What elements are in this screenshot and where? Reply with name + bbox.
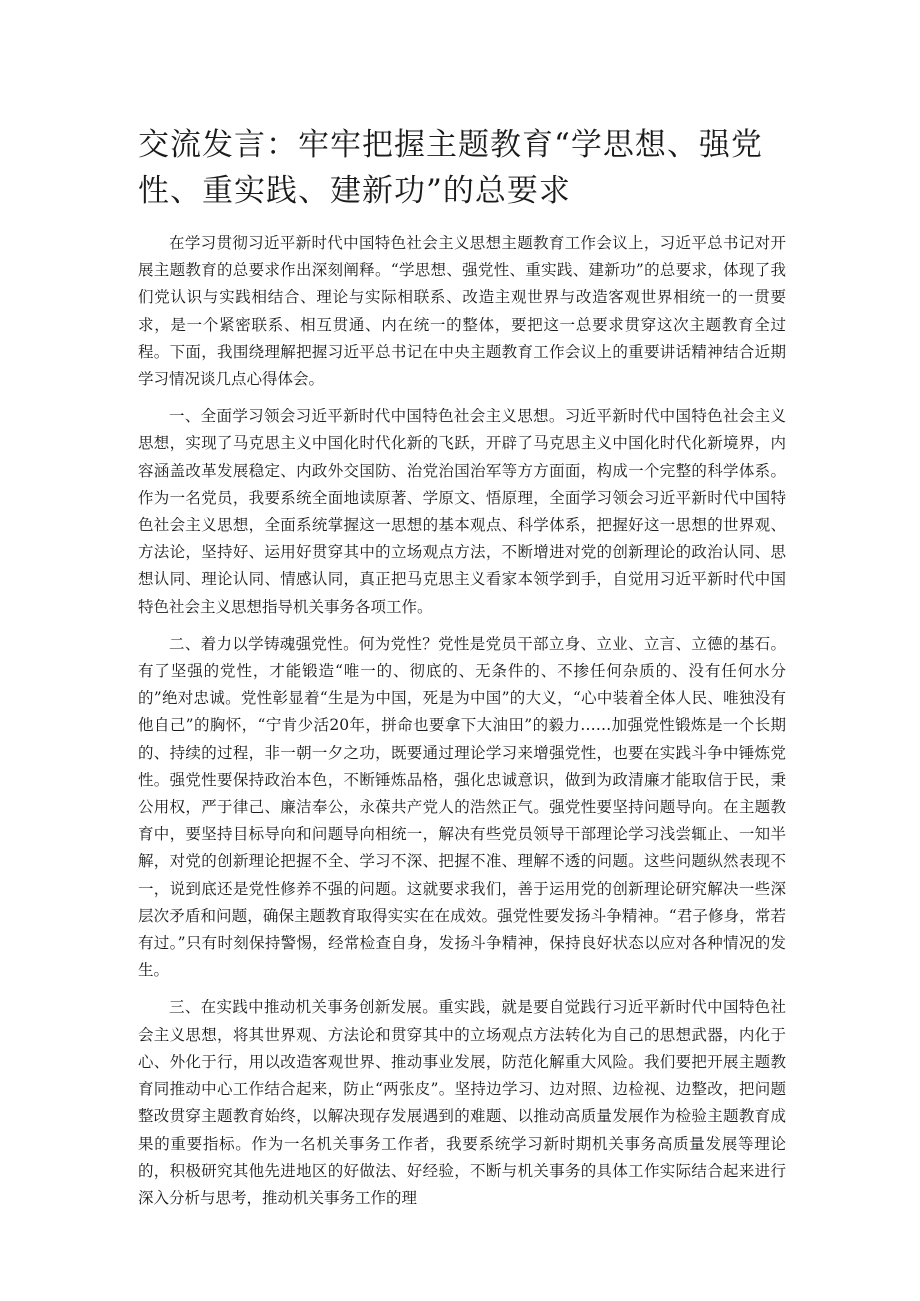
paragraph-section-3: 三、在实践中推动机关事务创新发展。重实践，就是要自觉践行习近平新时代中国特色社会主义思想，将其世界观、方法论和贯穿其中的立场观点方法转化为自己的思想武器，内化于心、外化于行，用以改造客观世界、推动事业发展，防范化解重大风险。我们要把开展主题教育同推动中心工作结合起来，防止“两张皮”。坚持边学习、边对照、边检视、边整改，把问题整改贯穿主题教育始终，以解决现存发展遇到的难题、以推动高质量发展作为检验主题教育成果的重要指标。作为一名机关事务工作者，我要系统学习新时期机关事务高质量发展等理论的，积极研究其他先进地区的好做法、好经验，不断与机关事务的具体工作实际结合起来进行深入分析与思考，推动机关事务工作的理 xyxy=(138,998,786,1207)
paragraph-intro: 在学习贯彻习近平新时代中国特色社会主义思想主题教育工作会议上，习近平总书记对开展主题教育的总要求作出深刻阐释。“学思想、强党性、重实践、建新功”的总要求，体现了我们党认识与实践相结合、理论与实际相联系、改造主观世界与改造客观世界相统一的一贯要求，是一个紧密联系、相互贯通、内在统一的整体，要把这一总要求贯穿这次主题教育全过程。下面，我围绕理解把握习近平总书记在中央主题教育工作会议上的重要讲话精神结合近期学习情况谈几点心得体会。 xyxy=(138,234,786,389)
paragraph-section-1: 一、全面学习领会习近平新时代中国特色社会主义思想。习近平新时代中国特色社会主义思想，实现了马克思主义中国化时代化新的飞跃，开辟了马克思主义中国化时代化新境界，内容涵盖改革发展稳定、内政外交国防、治党治国治军等方方面面，构成一个完整的科学体系。作为一名党员，我要系统全面地读原著、学原文、悟原理，全面学习领会习近平新时代中国特色社会主义思想，全面系统掌握这一思想的基本观点、科学体系，把握好这一思想的世界观、方法论，坚持好、运用好贯穿其中的立场观点方法，不断增进对党的创新理论的政治认同、思想认同、理论认同、情感认同，真正把马克思主义看家本领学到手，自觉用习近平新时代中国特色社会主义思想指导机关事务各项工作。 xyxy=(138,407,786,616)
paragraph-section-2: 二、着力以学铸魂强党性。何为党性？党性是党员干部立身、立业、立言、立德的基石。有了坚强的党性，才能锻造“唯一的、彻底的、无条件的、不掺任何杂质的、没有任何水分的”绝对忠诚。党性彰显着“生是为中国，死是为中国”的大义，“心中装着全体人民、唯独没有他自己”的胸怀，“宁肯少活20年，拼命也要拿下大油田”的毅力……加强党性锻炼是一个长期的、持续的过程，非一朝一夕之功，既要通过理论学习来增强党性，也要在实践斗争中锤炼党性。强党性要保持政治本色，不断锤炼品格，强化忠诚意识，做到为政清廉才能取信于民，秉公用权，严于律己、廉洁奉公，永葆共产党人的浩然正气。强党性要坚持问题导向。在主题教育中，要坚持目标导向和问题导向相统一，解决有些党员领导干部理论学习浅尝辄止、一知半解，对党的创新理论把握不全、学习不深、把握不准、理解不透的问题。这些问题纵然表现不一，说到底还是党性修养不强的问题。这就要求我们，善于运用党的创新理论研究解决一些深层次矛盾和问题，确保主题教育取得实实在在成效。强党性要发扬斗争精神。“君子修身，常若有过。”只有时刻保持警惕，经常检查自身，发扬斗争精神，保持良好状态以应对各种情况的发生。 xyxy=(138,634,786,980)
document-title: 交流发言：牢牢把握主题教育“学思想、强党性、重实践、建新功”的总要求 xyxy=(138,127,763,209)
document-body xyxy=(138,230,786,1222)
